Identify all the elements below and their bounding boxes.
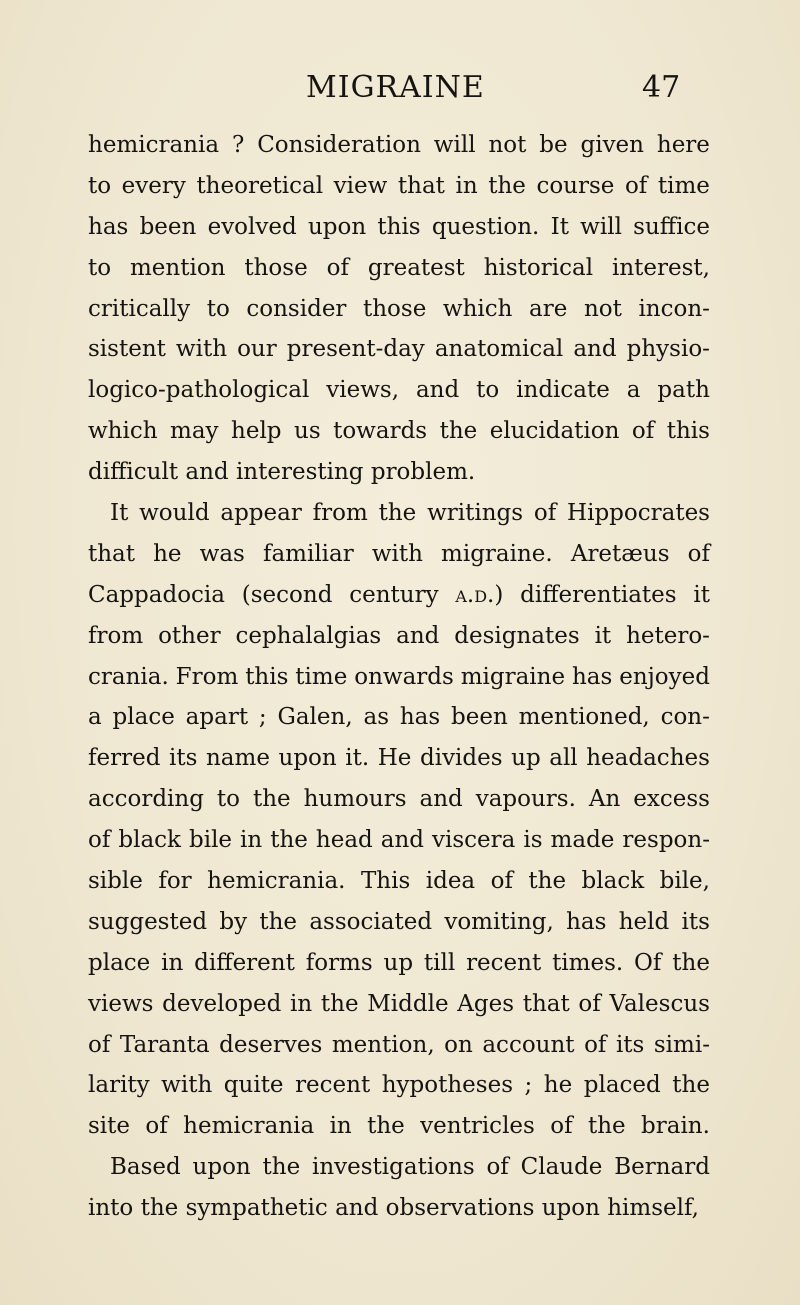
word: those <box>363 295 427 322</box>
word: This <box>360 868 411 895</box>
word: the <box>140 1195 179 1222</box>
word: will <box>433 132 476 158</box>
word: the <box>528 868 567 895</box>
word: idea <box>425 868 476 895</box>
word: us <box>294 418 321 445</box>
word: headaches <box>586 745 710 772</box>
word: sistent <box>88 336 166 363</box>
word: of <box>533 500 557 527</box>
word: be <box>539 132 568 158</box>
text-line <box>88 411 710 452</box>
text-line <box>88 289 710 330</box>
word: the <box>672 1072 710 1099</box>
word: to <box>88 172 112 199</box>
word: hemicrania <box>88 132 220 158</box>
word: present-day <box>286 336 425 363</box>
word: from <box>88 622 144 649</box>
word: by <box>219 908 248 935</box>
word: hetero- <box>626 622 710 649</box>
text-line <box>88 779 710 820</box>
word: (second <box>241 581 333 608</box>
word: upon <box>192 1154 251 1181</box>
word: has <box>571 663 613 690</box>
word: brain. <box>641 1113 710 1140</box>
word: and <box>573 336 617 363</box>
word: views, <box>326 377 400 404</box>
word: bile <box>189 827 233 854</box>
word: other <box>158 622 221 649</box>
word: the <box>252 786 291 813</box>
word: the <box>587 1113 626 1140</box>
word: made <box>550 827 615 854</box>
word: its <box>681 908 710 935</box>
word: historical <box>483 254 594 281</box>
text-line <box>88 207 710 248</box>
word: is <box>523 827 543 854</box>
body-text <box>88 125 710 1229</box>
word: Ages <box>457 990 515 1017</box>
word: been <box>451 704 508 731</box>
word: ; <box>524 1072 533 1099</box>
word: simi- <box>653 1031 710 1058</box>
word: question. <box>431 213 540 240</box>
text-line <box>88 902 710 943</box>
word: and <box>396 622 440 649</box>
word: of <box>578 990 601 1017</box>
word: writings <box>427 500 524 527</box>
word: of <box>584 1031 607 1058</box>
word: those <box>244 254 308 281</box>
text-line <box>88 984 710 1025</box>
word: hemicrania. <box>207 868 346 895</box>
word: critically <box>88 295 191 322</box>
word: given <box>580 132 644 158</box>
word: with <box>371 540 423 567</box>
word: of <box>326 254 349 281</box>
word: it. <box>345 745 370 772</box>
word: path <box>657 377 710 404</box>
text-line <box>88 820 710 861</box>
word: ventricles <box>420 1113 535 1140</box>
word: hypotheses <box>381 1072 513 1099</box>
word: century <box>349 581 439 608</box>
word: of <box>687 540 710 567</box>
word: placed <box>583 1072 661 1099</box>
word: Taranta <box>119 1031 210 1058</box>
word: that <box>522 990 570 1017</box>
word: recent <box>466 949 542 976</box>
word: designates <box>454 622 580 649</box>
word: recent <box>295 1072 371 1099</box>
word: observations <box>385 1195 535 1222</box>
word: not <box>583 295 622 322</box>
word: of <box>490 868 513 895</box>
word: will <box>580 213 622 240</box>
word: upon <box>541 1195 600 1222</box>
word: of <box>631 418 655 445</box>
word: black <box>118 827 181 854</box>
word: Consideration <box>257 132 421 158</box>
word: He <box>377 745 412 772</box>
word: in <box>329 1113 352 1140</box>
word: cephalalgias <box>235 622 382 649</box>
word: An <box>588 786 621 813</box>
word: different <box>194 949 295 976</box>
word: Cappadocia <box>88 581 225 608</box>
word: forms <box>305 949 373 976</box>
text-line <box>88 616 710 657</box>
word: upon <box>307 213 367 240</box>
word: not <box>488 132 527 158</box>
word: sympathetic <box>185 1195 328 1222</box>
word: here <box>656 132 710 158</box>
text-line <box>88 493 710 534</box>
word: interest, <box>611 254 710 281</box>
word: logico-pathological <box>88 377 310 404</box>
word: which <box>88 418 158 445</box>
word: a.d.) <box>455 581 504 608</box>
word: place <box>112 704 175 731</box>
word: indicate <box>516 377 610 404</box>
text-line <box>88 1188 710 1229</box>
word: suffice <box>633 213 710 240</box>
word: site <box>88 1113 131 1140</box>
word: greatest <box>367 254 465 281</box>
word: ; <box>258 704 267 731</box>
word: as <box>363 704 389 731</box>
word: himself, <box>607 1195 699 1222</box>
word: the <box>262 1154 301 1181</box>
word: on <box>444 1031 473 1058</box>
word: course <box>536 172 615 199</box>
word: to <box>476 377 500 404</box>
word: excess <box>633 786 710 813</box>
word: the <box>439 418 478 445</box>
word: its <box>615 1031 645 1058</box>
word: this <box>245 663 289 690</box>
word: developed <box>162 990 282 1017</box>
text-line <box>88 575 710 616</box>
word: suggested <box>88 908 208 935</box>
page-number: 47 <box>642 70 681 105</box>
word: Valescus <box>609 990 710 1017</box>
word: It <box>550 213 569 240</box>
word: to <box>216 786 240 813</box>
word: deserves <box>219 1031 323 1058</box>
word: hemicrania <box>183 1113 315 1140</box>
word: Based <box>110 1154 181 1181</box>
text-line <box>88 943 710 984</box>
word: humours <box>303 786 407 813</box>
word: and <box>380 827 425 854</box>
text-line <box>88 738 710 779</box>
word: a <box>88 704 102 731</box>
word: mention <box>129 254 226 281</box>
word: the <box>367 1113 405 1140</box>
word: would <box>139 500 210 527</box>
word: larity <box>88 1072 150 1099</box>
word: of <box>145 1113 168 1140</box>
word: and <box>335 1195 379 1222</box>
text-line <box>88 1065 710 1106</box>
word: this <box>377 213 421 240</box>
text-line <box>88 1025 710 1066</box>
word: elucidation <box>489 418 620 445</box>
word: in <box>161 949 184 976</box>
word: anatomical <box>434 336 564 363</box>
word: account <box>482 1031 575 1058</box>
word: of <box>624 172 648 199</box>
word: It <box>110 500 129 527</box>
text-line <box>88 534 710 575</box>
text-line <box>88 125 710 166</box>
word: to <box>206 295 230 322</box>
word: has <box>88 213 129 240</box>
word: physio- <box>626 336 710 363</box>
word: views <box>88 990 154 1017</box>
word: times. <box>552 949 624 976</box>
word: apart <box>185 704 249 731</box>
word: the <box>488 172 526 199</box>
word: Galen, <box>277 704 353 731</box>
word: up <box>511 745 541 772</box>
word: interesting <box>235 459 364 486</box>
word: and <box>415 377 460 404</box>
word: incon- <box>638 295 710 322</box>
word: black <box>581 868 645 895</box>
word: investigations <box>311 1154 475 1181</box>
word: of <box>88 1031 111 1058</box>
word: Hippocrates <box>567 500 710 527</box>
word: up <box>383 949 414 976</box>
word: vapours. <box>475 786 576 813</box>
word: are <box>529 295 568 322</box>
word: our <box>237 336 277 363</box>
word: the <box>378 500 417 527</box>
running-head <box>0 66 800 110</box>
text-line <box>88 248 710 289</box>
word: that <box>88 540 136 567</box>
word: in <box>240 827 263 854</box>
word: bile, <box>659 868 710 895</box>
text-line <box>88 329 710 370</box>
word: towards <box>333 418 428 445</box>
word: evolved <box>207 213 297 240</box>
word: From <box>175 663 239 690</box>
text-line <box>88 1147 710 1188</box>
word: it <box>594 622 612 649</box>
word: the <box>259 908 298 935</box>
word: enjoyed <box>619 663 710 690</box>
word: its <box>169 745 198 772</box>
word: of <box>550 1113 573 1140</box>
word: respon- <box>622 827 710 854</box>
word: in <box>290 990 313 1017</box>
word: from <box>312 500 368 527</box>
word: that <box>397 172 445 199</box>
word: theoretical <box>196 172 324 199</box>
word: has <box>399 704 441 731</box>
word: problem. <box>370 459 476 486</box>
word: mention, <box>331 1031 435 1058</box>
word: differentiates <box>520 581 677 608</box>
word: Middle <box>367 990 449 1017</box>
word: onwards <box>354 663 454 690</box>
word: a <box>626 377 641 404</box>
word: sible <box>88 868 143 895</box>
text-line <box>88 166 710 207</box>
word: he <box>543 1072 573 1099</box>
word: the <box>320 990 359 1017</box>
word: and <box>185 459 229 486</box>
word: Aretæus <box>570 540 670 567</box>
word: view <box>333 172 388 199</box>
word: and <box>419 786 463 813</box>
word: crania. <box>88 663 169 690</box>
word: consider <box>246 295 347 322</box>
text-line <box>88 452 710 493</box>
text-line <box>88 697 710 738</box>
word: con- <box>660 704 710 731</box>
word: divides <box>419 745 503 772</box>
word: which <box>442 295 513 322</box>
word: ? <box>231 132 245 158</box>
text-line <box>88 1106 710 1147</box>
word: into <box>88 1195 134 1222</box>
word: of <box>486 1154 509 1181</box>
word: this <box>666 418 710 445</box>
word: according <box>88 786 204 813</box>
word: head <box>315 827 373 854</box>
word: with <box>161 1072 213 1099</box>
word: to <box>88 254 112 281</box>
text-line <box>88 370 710 411</box>
text-line <box>88 861 710 902</box>
word: may <box>170 418 219 445</box>
word: all <box>549 745 578 772</box>
word: every <box>121 172 186 199</box>
word: Claude <box>520 1154 603 1181</box>
word: viscera <box>432 827 516 854</box>
word: was <box>199 540 245 567</box>
word: difficult <box>88 459 179 486</box>
word: the <box>270 827 308 854</box>
word: familiar <box>262 540 354 567</box>
word: with <box>175 336 228 363</box>
word: upon <box>278 745 337 772</box>
word: till <box>423 949 456 976</box>
word: place <box>88 949 151 976</box>
word: vomiting, <box>444 908 554 935</box>
word: for <box>158 868 192 895</box>
word: he <box>153 540 182 567</box>
word: migraine <box>460 663 566 690</box>
text-line <box>88 657 710 698</box>
word: has <box>566 908 607 935</box>
word: been <box>139 213 197 240</box>
word: ferred <box>88 745 161 772</box>
word: time <box>657 172 710 199</box>
word: the <box>672 949 710 976</box>
running-title: MIGRAINE <box>306 70 485 105</box>
word: associated <box>309 908 433 935</box>
word: it <box>693 581 710 608</box>
word: Bernard <box>614 1154 710 1181</box>
word: Of <box>634 949 662 976</box>
word: time <box>295 663 348 690</box>
word: of <box>88 827 111 854</box>
word: help <box>231 418 282 445</box>
word: held <box>618 908 670 935</box>
word: mentioned, <box>518 704 650 731</box>
word: name <box>205 745 270 772</box>
word: quite <box>223 1072 284 1099</box>
word: appear <box>220 500 302 527</box>
word: in <box>455 172 478 199</box>
word: migraine. <box>441 540 553 567</box>
